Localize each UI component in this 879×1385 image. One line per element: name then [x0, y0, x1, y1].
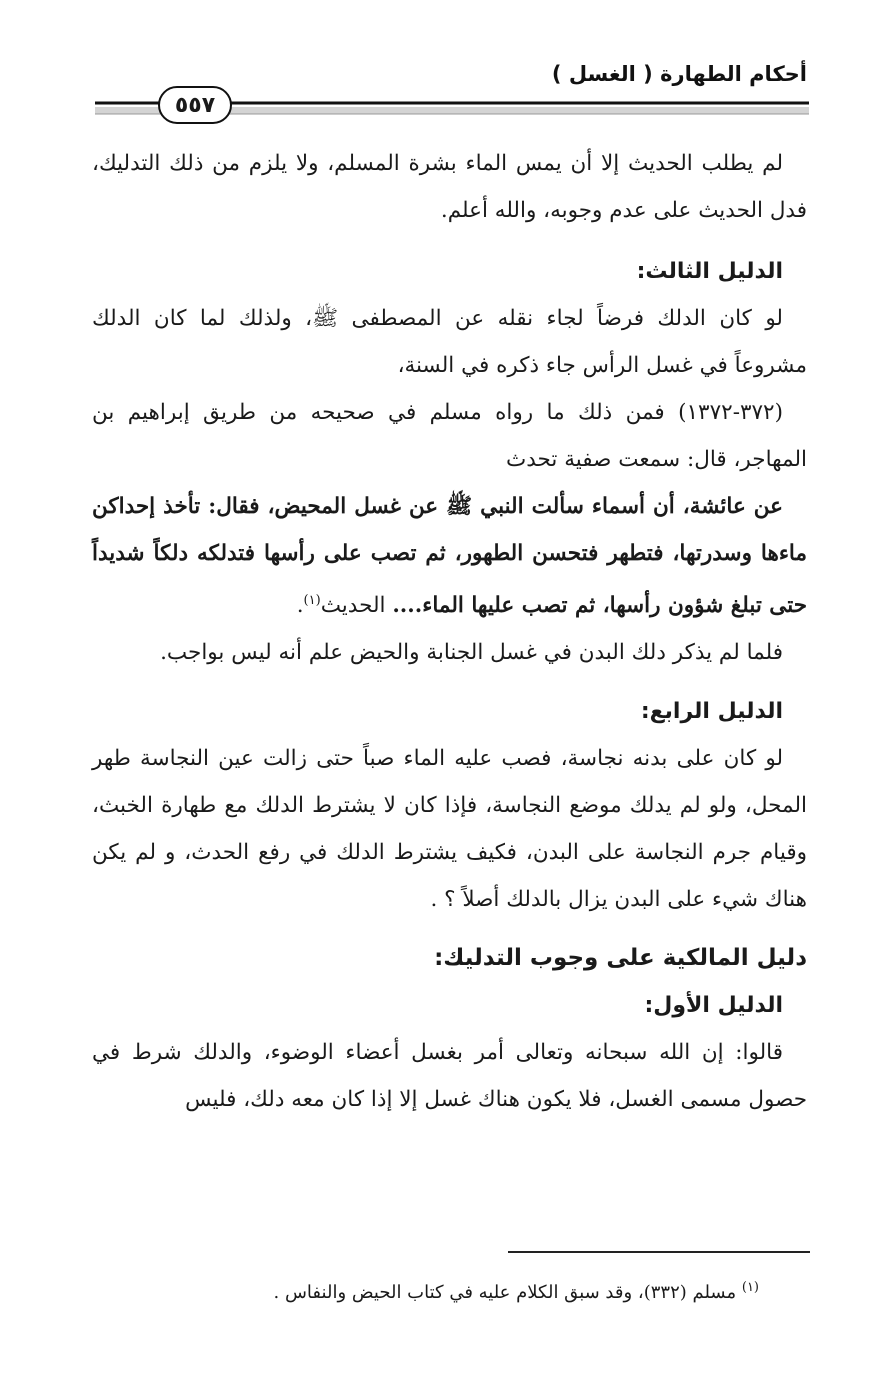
main-heading-maliki-evidence: دليل المالكية على وجوب التدليك:	[434, 945, 807, 972]
hadith-text-paragraph: عن عائشة، أن أسماء سألت النبي ﷺ عن غسل المحيض، فقال: تأخذ إحداكن ماءها وسدرتها، فتطهر فتحسن الطهور، ثم تصب على رأسها فتدلكه دلكاً شديداً حتى تبلغ شؤون رأسها، ثم تصب عليها الماء.... الحديث$^{(١)}$.	[92, 494, 807, 619]
footnote-marker[interactable]: (١)	[303, 593, 321, 608]
paragraph: لم يطلب الحديث إلا أن يمس الماء بشرة المسلم، ولا يلزم من ذلك التدليك، فدل الحديث على عدم وجوبه، والله أعلم.	[92, 151, 807, 223]
footnote	[274, 1280, 759, 1303]
paragraph: فلما لم يذكر دلك البدن في غسل الجنابة والحيض علم أنه ليس بواجب.	[160, 640, 783, 666]
page-number: ٥٥٧	[158, 86, 232, 124]
paragraph: لو كان على بدنه نجاسة، فصب عليه الماء صباً حتى زالت عين النجاسة طهر المحل، ولو لم يدلك موضع النجاسة، فإذا كان لا يشترط الدلك مع طهارة الخبث، وقيام جرم النجاسة على البدن، فكيف يشترط الدلك في رفع الحدث، و لم يكن هناك شيء على البدن يزال بالدلك أصلاً ؟ .	[92, 746, 807, 913]
footnote-text: مسلم (٣٣٢)، وقد سبق الكلام عليه في كتاب الحيض والنفاس .	[273, 1282, 742, 1303]
paragraph: لو كان الدلك فرضاً لجاء نقله عن المصطفى ﷺ، ولذلك لما كان الدلك مشروعاً في غسل الرأس جاء ذكره في السنة،	[92, 306, 807, 378]
hadith-chain-paragraph: (٣٧٢-١٣٧٢) فمن ذلك ما رواه مسلم في صحيحه من طريق إبراهيم بن المهاجر، قال: سمعت صفية تحدث	[92, 400, 807, 472]
section-heading-first-evidence: الدليل الأول:	[644, 993, 783, 1019]
hadith-text: عن عائشة، أن أسماء سألت النبي ﷺ عن غسل المحيض، فقال: تأخذ إحداكن ماءها وسدرتها، فتطهر فتحسن الطهور، ثم تصب على رأسها فتدلكه دلكاً شديداً حتى تبلغ شؤون رأسها، ثم تصب عليها الماء....	[92, 494, 807, 619]
footnote-separator	[508, 1251, 810, 1253]
section-heading-fourth-evidence: الدليل الرابع:	[640, 699, 783, 725]
footnote-number: (١)	[741, 1280, 759, 1295]
paragraph: قالوا: إن الله سبحانه وتعالى أمر بغسل أعضاء الوضوء، والدلك شرط في حصول مسمى الغسل، فلا يكون هناك غسل إلا إذا كان معه دلك، فليس	[92, 1040, 807, 1113]
section-heading-third-evidence: الدليل الثالث:	[636, 259, 783, 284]
hadith-tail: الحديث	[320, 593, 393, 619]
page-body	[92, 140, 807, 1123]
running-header-title: أحكام الطهارة ( الغسل )	[551, 62, 807, 86]
